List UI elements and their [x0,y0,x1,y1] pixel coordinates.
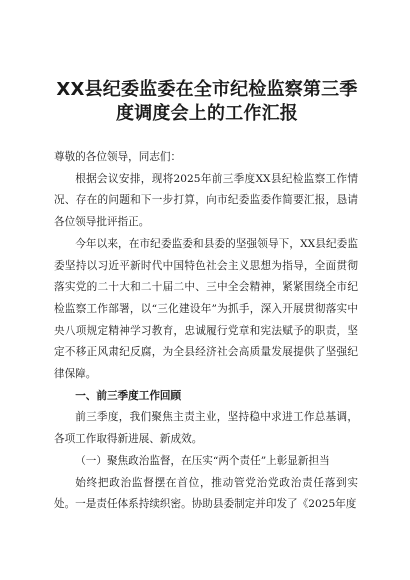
section-intro: 前三季度，我们聚焦主责主业，坚持稳中求进工作总基调，各项工作取得新进展、新成效。 [54,411,358,446]
salutation: 尊敬的各位领导，同志们： [54,151,182,163]
document-body [54,147,358,516]
paragraph-overview: 今年以来，在市纪委监委和县委的坚强领导下，XX县纪委监委坚持以习近平新时代中国特色社会主义思想为指导，全面贯彻落实党的二十大和二十届二中、三中全会精神，紧紧围绕全市纪检监察工作部署，以“三化建设年”为抓手，深入开展贯彻落实中央八项规定精神学习教育，忠诚履行党章和宪法赋予的职责，坚定不移正风肃纪反腐，为全县经济社会高质量发展提供了坚强纪律保障。 [54,237,358,381]
subheading: （一）聚焦政治监督，在压实“两个责任”上彰显新担当 [75,454,330,467]
sub-paragraph: 始终把政治监督摆在首位，推动管党治党政治责任落到实处。一是责任体系持续织密。协助县委制定并印发了《2025年度 [54,476,358,511]
title-line-1: XX县纪委监委在全市纪检监察第三季 [56,79,358,100]
document-title [52,78,362,126]
paragraph-intro: 根据会议安排，现将2025年前三季度XX县纪检监察工作情况、存在的问题和下一步打算，向市纪委监委作简要汇报，恳请各位领导批评指正。 [54,172,358,229]
section-heading: 一、前三季度工作回顾 [75,389,182,402]
title-line-2: 度调度会上的工作汇报 [116,103,298,124]
